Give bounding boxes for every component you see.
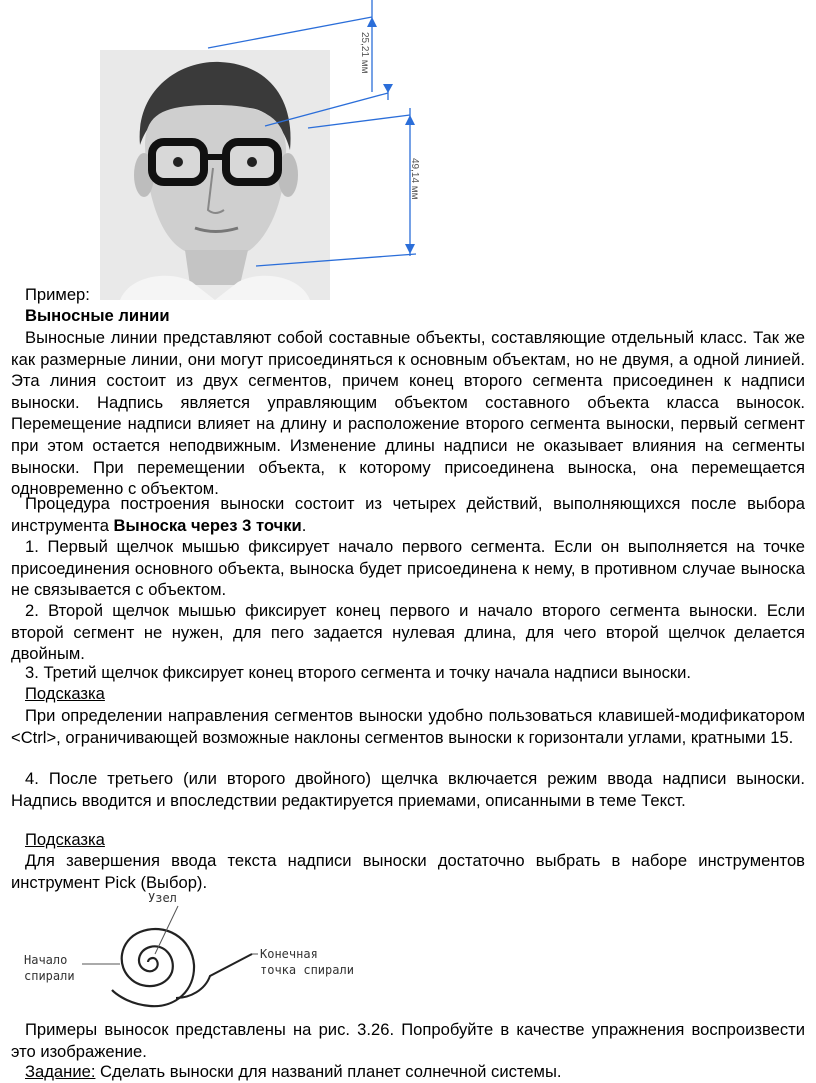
dimension-label-top: 25,21 мм xyxy=(359,32,370,74)
step-1: 1. Первый щелчок мышью фиксирует начало первого сегмента. Если он выполняется на точке присоединения основного объекта, выноска будет присоединена к нему, в противном случае выноска не связывается с объектом. xyxy=(11,537,805,600)
label-start-line2: спирали xyxy=(24,969,75,983)
task-text: Сделать выноски для названий планет солнечной системы. xyxy=(95,1062,562,1081)
label-end-line1: Конечная xyxy=(260,947,318,961)
paragraph-examples: Примеры выносок представлены на рис. 3.26. Попробуйте в качестве упражнения воспроизвести это изображение. xyxy=(11,1020,805,1061)
procedure-end: . xyxy=(301,515,307,535)
hint-label-2: Подсказка xyxy=(25,830,105,849)
spiral-figure xyxy=(20,890,380,1010)
dimension-label-bottom: 49,14 мм xyxy=(409,158,420,200)
label-start-line1: Начало xyxy=(24,953,68,967)
dimension-lines xyxy=(0,0,816,300)
label-end-line2: точка спирали xyxy=(260,963,354,977)
label-node: Узел xyxy=(148,891,177,905)
hint-text-1: При определении направления сегментов выноски удобно пользоваться клавишей-модификатором <Ctrl>, ограничивающей возможные наклоны сегментов выноски к горизонтали углами, кратными 15. xyxy=(11,706,805,747)
task-label: Задание: xyxy=(25,1062,96,1081)
step-2: 2. Второй щелчок мышью фиксирует конец первого и начало второго сегмента выноски. Если второй сегмент не нужен, для пего задается нулевая длина, для чего второй щелчок делается двойным. xyxy=(11,601,805,664)
step-4: 4. После третьего (или второго двойного) щелчка включается режим ввода надписи выноски. Надпись вводится и впоследствии редактируется приемами, описанными в теме Текст. xyxy=(11,769,805,810)
example-label: Пример: xyxy=(25,285,90,304)
procedure-text: Процедура построения выноски состоит из четырех действий, выполняющихся после выбора инструмента xyxy=(11,494,805,535)
spiral-curve xyxy=(112,929,194,1006)
step-3: 3. Третий щелчок фиксирует конец второго сегмента и точку начала надписи выноски. xyxy=(25,663,692,682)
paragraph-procedure xyxy=(11,493,805,536)
hint-text-2: Для завершения ввода текста надписи выноски достаточно выбрать в наборе инструментов инструмент Pick (Выбор). xyxy=(11,851,805,892)
section-heading: Выносные линии xyxy=(25,306,170,325)
task-line xyxy=(11,1061,805,1083)
hint-label-1: Подсказка xyxy=(25,684,105,703)
paragraph-intro: Выносные линии представляют собой составные объекты, составляющие отдельный класс. Так же как размерные линии, они могут присоединяться к основным объектам, но не двумя, а одной линией. Эта линия состоит из двух сегментов, причем конец второго сегмента присоединен к надписи выноски. Надпись является управляющим объектом составного объекта класса выносок. Перемещение надписи влияет на длину и расположение второго сегмента выноски, первый сегмент при этом остается неподвижным. Изменение длины надписи не оказывает влияния на сегменты выноски. При перемещении объекта, к которому присоединена выноска, она перемещается одновременно с объектом. xyxy=(11,328,805,499)
tool-name: Выноска через 3 точки xyxy=(113,515,302,535)
